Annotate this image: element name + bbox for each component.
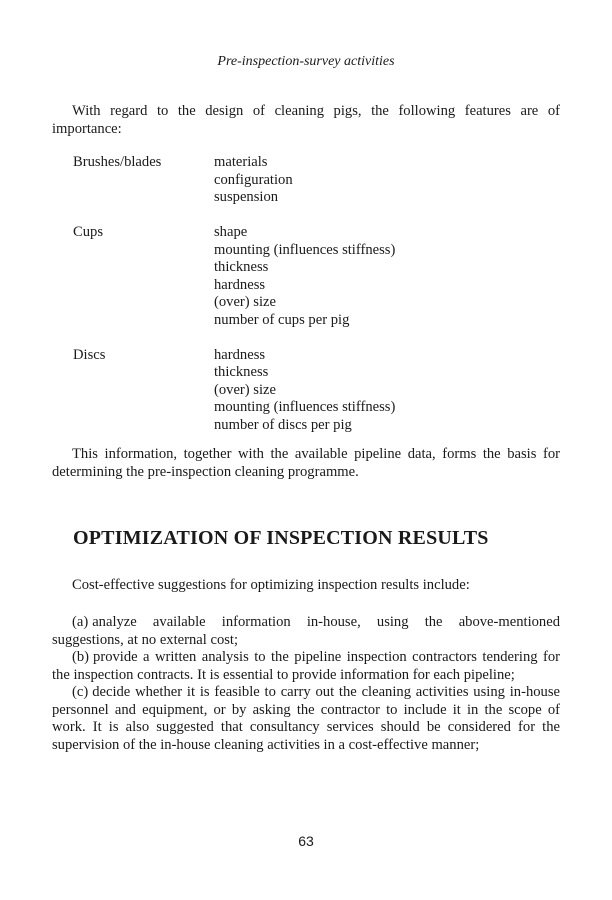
feature-item: (over) size — [214, 381, 276, 398]
feature-item: shape — [214, 224, 248, 240]
intro-paragraph — [52, 103, 560, 138]
section-heading: OPTIMIZATION OF INSPECTION RESULTS — [73, 527, 489, 549]
summary-text: This information, together with the available pipeline data, forms the basis for determining the pre-inspection cleaning programme. — [52, 446, 560, 480]
feature-group — [73, 154, 553, 207]
suggestion-text: provide a written analysis to the pipeline inspection contractors tendering for the inspection contracts. It is essential to provide information for each pipeline; — [52, 649, 560, 683]
feature-list — [73, 154, 553, 452]
page-number: 63 — [298, 833, 314, 849]
feature-group-label: Brushes/blades — [73, 154, 162, 170]
feature-group — [73, 347, 553, 435]
summary-paragraph — [52, 446, 560, 481]
running-head: Pre-inspection-survey activities — [217, 54, 395, 69]
feature-group — [73, 224, 553, 329]
feature-item: thickness — [214, 259, 269, 275]
feature-item: materials — [214, 154, 268, 170]
feature-group-label: Cups — [73, 224, 104, 240]
suggestion-text: analyze available information in-house, using the above-mentioned suggestions, at no external cost; — [52, 614, 560, 648]
suggestion-marker: (c) — [72, 684, 89, 700]
feature-item: mounting (influences stiffness) — [214, 241, 396, 258]
feature-group-items — [214, 347, 395, 435]
intro-text: With regard to the design of cleaning pigs, the following features are of importance: — [52, 103, 560, 137]
suggestion-item — [52, 614, 560, 649]
feature-group-items — [214, 154, 293, 207]
lead-in-text: Cost-effective suggestions for optimizing inspection results include: — [72, 577, 470, 593]
feature-item: suspension — [214, 189, 279, 205]
feature-item: configuration — [214, 171, 293, 188]
suggestion-item — [52, 649, 560, 684]
suggestion-marker: (b) — [72, 649, 90, 665]
suggestion-list — [52, 614, 560, 754]
feature-group-label: Discs — [73, 346, 106, 363]
suggestion-item — [52, 684, 560, 754]
feature-item: hardness — [214, 346, 266, 363]
suggestion-marker: (a) — [72, 614, 89, 630]
feature-group-items — [214, 224, 395, 329]
lead-in-paragraph — [52, 577, 560, 595]
suggestion-text: decide whether it is feasible to carry out the cleaning activities using in-house personnel and equipment, or by asking the contractor to include it in the scope of work. It is also suggested that consultancy services should be considered for the supervision of the in-house cleaning activities in a cost-effective manner; — [52, 684, 560, 753]
feature-item: number of cups per pig — [214, 311, 350, 328]
feature-item: thickness — [214, 364, 269, 380]
feature-item: number of discs per pig — [214, 416, 352, 433]
feature-item: (over) size — [214, 294, 276, 310]
feature-item: hardness — [214, 276, 266, 293]
feature-item: mounting (influences stiffness) — [214, 399, 396, 415]
